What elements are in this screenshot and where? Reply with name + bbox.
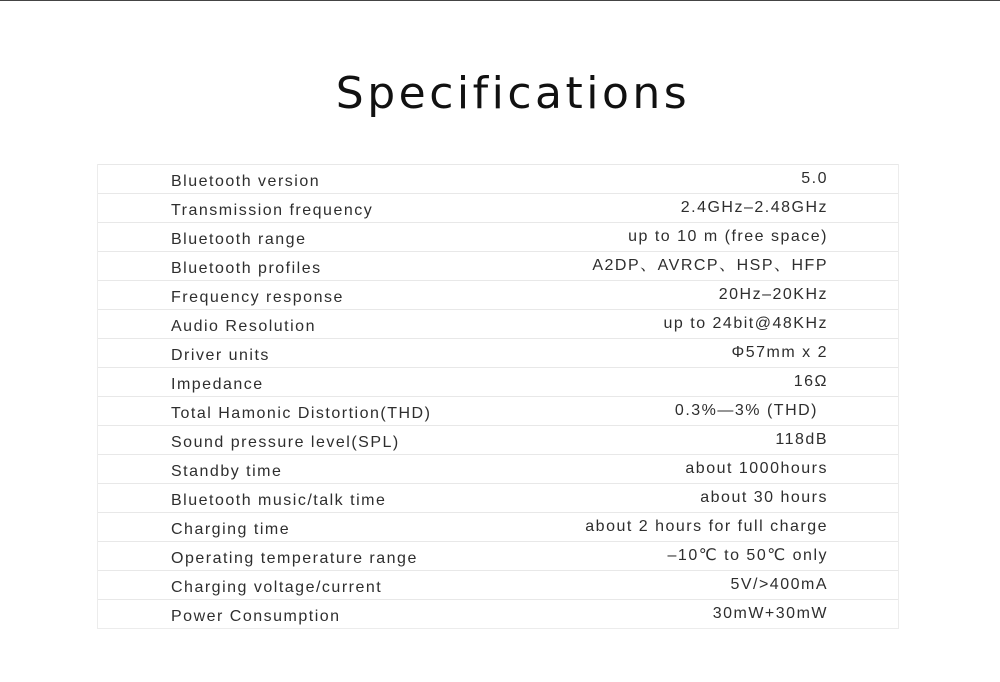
spec-label: Bluetooth range: [171, 231, 307, 248]
spec-row: [98, 570, 898, 599]
spec-row: [98, 164, 898, 193]
spec-row: [98, 367, 898, 396]
spec-value: about 2 hours for full charge: [585, 518, 828, 535]
spec-value: A2DP、AVRCP、HSP、HFP: [592, 257, 828, 274]
spec-label: Bluetooth profiles: [171, 260, 322, 277]
page-title: Specifications: [335, 68, 691, 119]
spec-value: about 1000hours: [685, 460, 828, 477]
spec-row: [98, 251, 898, 280]
spec-value: 118dB: [775, 431, 828, 448]
spec-row: [98, 396, 898, 425]
spec-value: about 30 hours: [700, 489, 828, 506]
spec-row: [98, 599, 898, 628]
spec-label: Sound pressure level(SPL): [171, 434, 400, 451]
spec-label: Driver units: [171, 347, 270, 364]
spec-value: up to 10 m (free space): [628, 228, 828, 245]
spec-label: Audio Resolution: [171, 318, 316, 335]
spec-value: 5V/>400mA: [730, 576, 828, 593]
spec-label: Power Consumption: [171, 608, 341, 625]
spec-value: up to 24bit@48KHz: [663, 315, 828, 332]
spec-row: [98, 541, 898, 570]
spec-row: [98, 193, 898, 222]
spec-label: Impedance: [171, 376, 264, 393]
spec-label: Bluetooth music/talk time: [171, 492, 387, 509]
spec-label: Standby time: [171, 463, 283, 480]
top-divider: [0, 0, 1000, 1]
spec-label: Charging time: [171, 521, 291, 538]
spec-value: 5.0: [801, 170, 828, 187]
spec-label: Charging voltage/current: [171, 579, 383, 596]
spec-row: [98, 338, 898, 367]
spec-value: 16Ω: [793, 373, 828, 390]
spec-label: Frequency response: [171, 289, 344, 306]
spec-row: [98, 280, 898, 309]
spec-label: Operating temperature range: [171, 550, 418, 567]
spec-value: –10℃ to 50℃ only: [667, 547, 828, 564]
spec-row: [98, 454, 898, 483]
spec-row: [98, 483, 898, 512]
specifications-table: [97, 164, 899, 629]
spec-row: [98, 222, 898, 251]
spec-label: Bluetooth version: [171, 173, 321, 190]
spec-label: Total Hamonic Distortion(THD): [171, 405, 432, 422]
spec-value: 30mW+30mW: [712, 605, 828, 622]
spec-label: Transmission frequency: [171, 202, 374, 219]
spec-row: [98, 512, 898, 541]
spec-value: Φ57mm x 2: [731, 344, 828, 361]
spec-value: 20Hz–20KHz: [718, 286, 828, 303]
spec-value: 0.3%—3% (THD): [674, 402, 818, 419]
spec-value: 2.4GHz–2.48GHz: [680, 199, 828, 216]
spec-row: [98, 425, 898, 454]
spec-row: [98, 309, 898, 338]
